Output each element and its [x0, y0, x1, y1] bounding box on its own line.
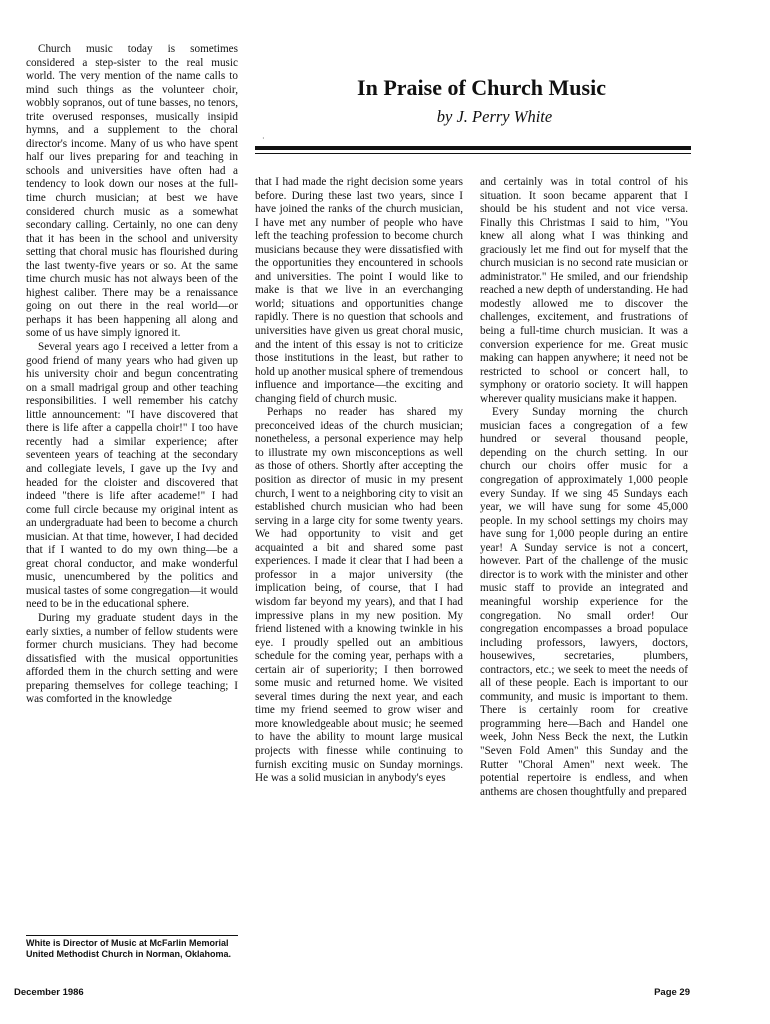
title-rule-thin: [255, 153, 691, 154]
article-column-2: [255, 176, 463, 786]
paragraph: Perhaps no reader has shared my preconceived ideas of the church musician; nonetheless, a personal experience may help to illustrate my own misconceptions as well as those of others. Shortly after accepting the position as director of music in my present church, I went to a neighboring city to visit an established church musician who had been serving in a large city for some twenty years. We had opportunity to visit and get acquainted a bit and shared some past experiences. I made it clear that I had been a professor in a major university (the implication being, of course, that I had wisdom far beyond my years), and that I had impressive plans in my new position. My friend listened with a knowing twinkle in his eye. I proudly spelled out an ambitious schedule for the coming year, perhaps with a certain air of superiority; I then borrowed some music and returned home. We visited several times during the next year, and each time my friend seemed to grow wiser and more knowledgeable about music; he seemed to have the ability to mount large musical projects with finesse while continuing to furnish exciting music on Sunday mornings. He was a solid musician in anybody's eyes: [255, 406, 463, 785]
article-byline: by J. Perry White: [436, 107, 553, 126]
author-footnote: White is Director of Music at McFarlin Memorial United Methodist Church in Norman, Oklahoma.: [26, 938, 232, 959]
paragraph: Every Sunday morning the church musician faces a congregation of a few hundred or several thousand people, depending on the church setting. In our church our choirs offer music for a congregation of approximately 1,000 people every Sunday. If we sing 45 Sundays each year, we will have sung for some 45,000 people. In my school settings my choirs may have sung for 1,000 people during an entire year! A Sunday service is not a concert, however. Part of the challenge of the music director is to work with the minister and other music staff to provide an integrated and meaningful worship experience for the congregation. No small order! Our congregation encompasses a broad populace including professors, lawyers, doctors, housewives, secretaries, plumbers, contractors, etc.; we seek to meet the needs of all of these people. Each is important to our community, and music is important to them. There is certainly room for creative programming here—Bach and Handel one week, John Ness Beck the next, the Lutkin "Seven Fold Amen" this Sunday and the Rutter "Choral Amen" next week. The potential repertoire is endless, and when anthems are chosen thoughtfully and prepared: [480, 406, 688, 798]
article-column-1: [26, 43, 238, 707]
title-block: [255, 74, 690, 128]
title-rule-thick: [255, 146, 691, 150]
paragraph: and certainly was in total control of his situation. It soon became apparent that I should be his student and not vice versa. Finally this Christmas I said to him, "You knew all along what I was thinking and graciously let me find out for myself that the church musician is no second rate musician or administrator." He smiled, and our friendship reached a new depth of understanding. He had modestly allowed me to discover the challenges, excitement, and frustrations of being a full-time church musician. It was a conversion experience for me. Great music making can happen anywhere; it need not be restricted to school or concert hall, to symphony or oratorio society. It will happen wherever quality musicians make it happen.: [480, 176, 688, 405]
print-mark: ·: [262, 134, 265, 143]
paragraph: During my graduate student days in the early sixties, a number of fellow students were former church musicians. They had become dissatisfied with the musical opportunities afforded them in the church setting and were preparing themselves for college teaching; I was comforted in the knowledge: [26, 611, 238, 706]
footnote-rule: [26, 935, 238, 936]
folio-date: December 1986: [14, 987, 84, 998]
paragraph: Several years ago I received a letter from a good friend of many years who had given up his university choir and begun concentrating on a small madrigal group and other teaching responsibilities. I well remember his catchy little announcement: "I have discovered that there is life after a cappella choir!" I too have recently had a similar experience; after seventeen years of teaching at the secondary and collegiate levels, I gave up the Ivy and headed for the cloister and discovered that indeed "there is life after academe!" I had come full circle because my original intent as an undergraduate had been to become a church musician. At that time, however, I had decided that if I wanted to do my own thing—be a great choral conductor, and make wonderful music, unencumbered by the politics and musical tastes of some congregation—it would need to be in the educational sphere.: [26, 341, 238, 611]
folio-page-number: Page 29: [654, 987, 690, 998]
paragraph: Church music today is sometimes considered a step-sister to the real music world. The very mention of the name calls to mind such things as the volunteer choir, wobbly sopranos, out of tune basses, no tenors, trite overused responses, musically insipid hymns, and a supplement to the choral director's income. Many of us who have spent half our lives preparing for and teaching in schools and universities have often had a tendency to look down our noses at the full-time church musician; at best we have considered church music as a somewhat secondary calling. Certainly, no one can deny that it has been in the school and university setting that choral music has flourished during the last twenty-five years or so. At the same time church music has not always been of the highest caliber. There may be a renaissance going on out there in the real world—or perhaps it has been happening all along and some of us have simply ignored it.: [26, 43, 238, 340]
paragraph: that I had made the right decision some years before. During these last two years, since I have joined the ranks of the church musician, I have met any number of people who have left the teaching profession to become church musicians because they were dissatisfied with the opportunities they encountered in schools and universities. The point I would like to make is that we live in an everchanging world; situations and opportunities change rapidly. There is no question that schools and universities have given us great choral music, and the intent of this essay is not to criticize those institutions in the least, but rather to hold up another musical sphere of tremendous influence and importance—the exciting and changing field of church music.: [255, 176, 463, 405]
article-title: In Praise of Church Music: [357, 75, 606, 100]
article-column-3: [480, 176, 688, 799]
